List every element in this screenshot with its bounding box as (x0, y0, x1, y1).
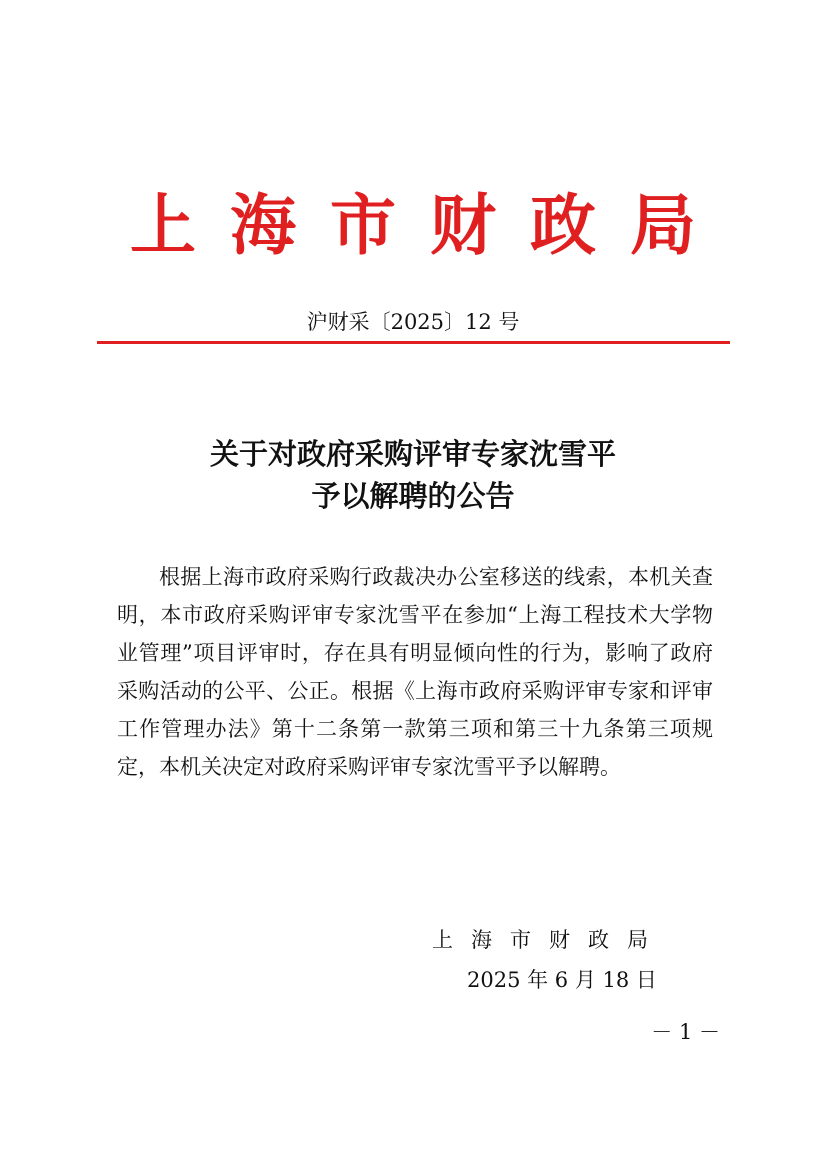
signature-date: 2025 年 6 月 18 日 (467, 968, 657, 992)
agency-header-title: 上海市财政局 (130, 186, 730, 264)
document-title-line-1: 关于对政府采购评审专家沈雪平 (209, 437, 616, 471)
document-number: 沪财采〔2025〕12 号 (306, 310, 520, 334)
signature-organization: 上海市财政局 (432, 928, 666, 952)
page-number: － 1 － (651, 1020, 720, 1044)
document-title (0, 433, 826, 517)
body-paragraph: 根据上海市政府采购行政裁决办公室移送的线索，本机关查明，本市政府采购评审专家沈雪平在参加“上海工程技术大学物业管理”项目评审时，存在具有明显倾向性的行为，影响了政府采购活动的公平、公正。根据《上海市政府采购评审专家和评审工作管理办法》第十二条第一款第三项和第三十九条第三项规定，本机关决定对政府采购评审专家沈雪平予以解聘。 (117, 565, 713, 779)
document-title-line-2: 予以解聘的公告 (311, 479, 515, 513)
red-divider-line (97, 341, 730, 344)
